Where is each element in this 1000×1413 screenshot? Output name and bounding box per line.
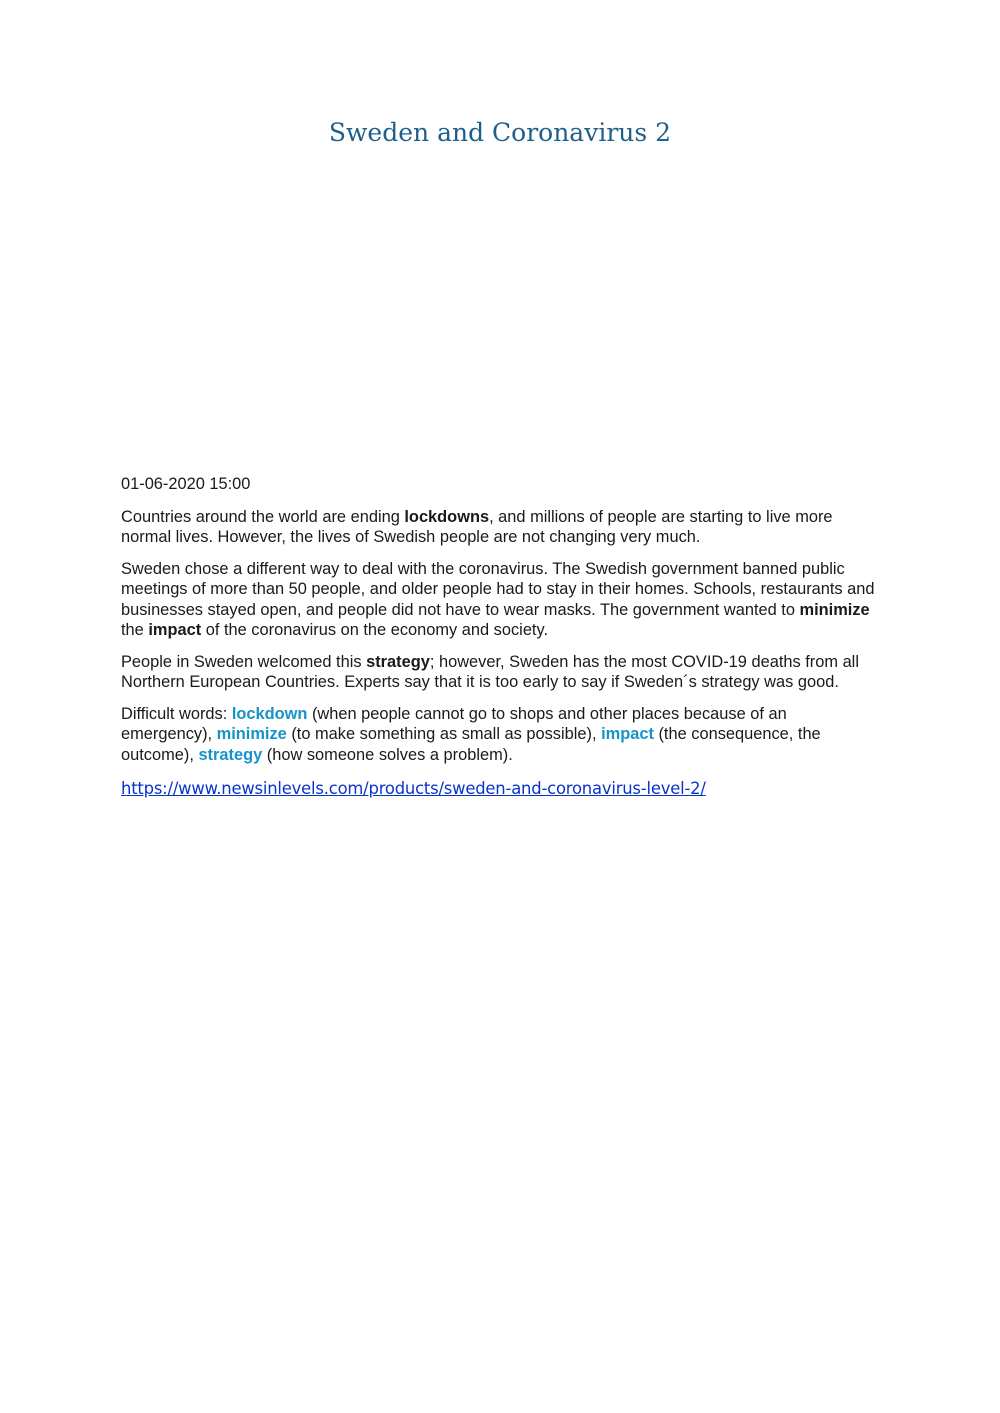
paragraph-3-text-c: ; however, Sweden has the most COVID-19 deaths from all Northern European Countries. Experts say that it is too early to say if Sweden´s strategy was good. <box>121 652 859 691</box>
term-minimize: minimize <box>799 600 870 619</box>
paragraph-1-text-c: , and millions of people are starting to live more normal lives. However, the lives of Swedish people are not changing very much. <box>121 507 833 546</box>
paragraph-1 <box>121 507 881 548</box>
vocab-definition-lockdown: (when people cannot go to shops and other places because of an emergency), <box>121 704 787 743</box>
source-link[interactable]: https://www.newsinlevels.com/products/sweden-and-coronavirus-level-2/ <box>121 779 706 798</box>
term-strategy: strategy <box>366 652 430 671</box>
paragraph-2 <box>121 559 881 641</box>
difficult-words <box>121 704 881 766</box>
article-body <box>121 474 881 800</box>
difficult-words-intro: Difficult words: <box>121 704 232 723</box>
paragraph-3-text-a: People in Sweden welcomed this <box>121 652 367 671</box>
article-date: 01-06-2020 15:00 <box>121 475 251 493</box>
term-impact: impact <box>148 621 202 639</box>
vocab-definition-strategy: (how someone solves a problem). <box>262 745 513 764</box>
vocab-definition-impact: (the consequence, the outcome), <box>121 725 821 764</box>
paragraph-2-text-e: of the coronavirus on the economy and society. <box>201 621 549 639</box>
paragraph-2-text-a: Sweden chose a different way to deal with the coronavirus. The Swedish government banned public meetings of more than 50 people, and older people had to stay in their homes. Schools, restaurants and businesses stayed open, and people did not have to wear masks. The government wanted to <box>121 559 875 619</box>
vocab-word-minimize: minimize <box>216 725 287 743</box>
term-lockdowns: lockdowns <box>404 507 490 526</box>
paragraph-3 <box>121 652 881 693</box>
page-title: Sweden and Coronavirus 2 <box>328 118 672 147</box>
vocab-word-strategy: strategy <box>198 745 263 764</box>
vocab-definition-minimize: (to make something as small as possible), <box>286 725 602 743</box>
vocab-word-impact: impact <box>601 725 654 743</box>
paragraph-2-text-c: the <box>121 621 149 639</box>
vocab-word-lockdown: lockdown <box>231 704 308 723</box>
paragraph-1-text-a: Countries around the world are ending <box>121 507 405 526</box>
